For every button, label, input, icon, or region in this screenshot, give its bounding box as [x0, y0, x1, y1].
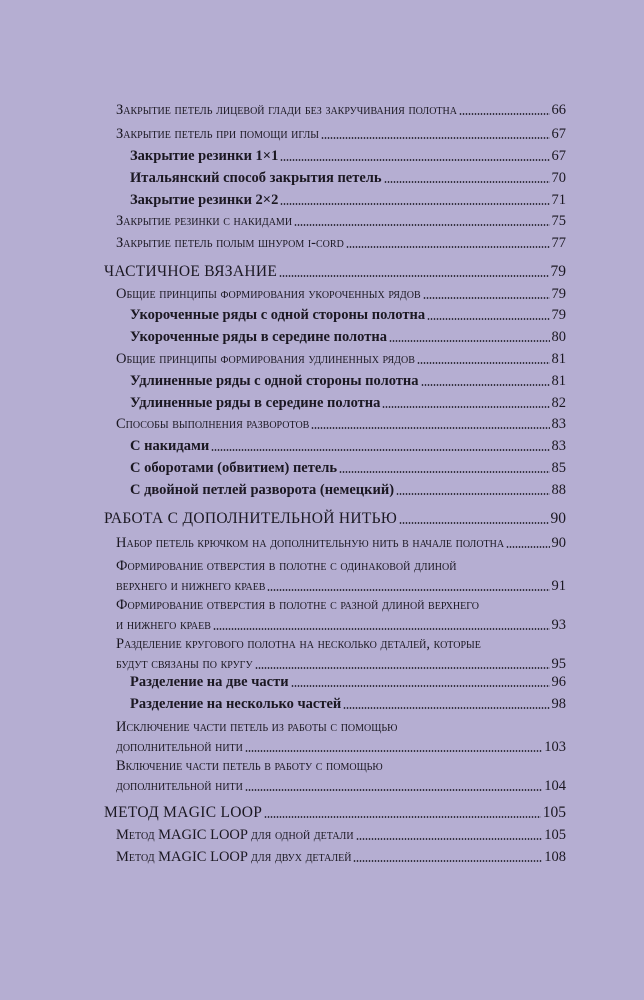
toc-entry-title: Формирование отверстия в полотне с разной длиной верхнего [116, 597, 479, 613]
toc-entry-page: 67 [551, 126, 566, 142]
toc-entry-page: 88 [551, 482, 566, 498]
toc-entry-title: Закрытие резинки 2×2 [130, 192, 279, 208]
dot-leader [427, 316, 549, 321]
dot-leader [384, 179, 550, 184]
dot-leader [346, 244, 550, 249]
toc-entry-page: 96 [551, 674, 566, 690]
dot-leader [267, 587, 549, 592]
toc-entry-title: РАБОТА С ДОПОЛНИТЕЛЬНОЙ НИТЬЮ [104, 510, 398, 527]
toc-entry-title: Включение части петель в работу с помощью [116, 758, 383, 774]
toc-entry-page: 75 [551, 213, 566, 229]
dot-leader [280, 201, 549, 206]
toc-entry[interactable] [116, 634, 566, 674]
toc-entry-page: 80 [551, 329, 566, 345]
toc-entry[interactable] [116, 533, 566, 553]
toc-entry-page: 81 [551, 351, 566, 367]
toc-entry-page: 70 [551, 170, 566, 186]
toc-entry[interactable] [130, 371, 566, 391]
toc-entry[interactable] [130, 327, 566, 347]
dot-leader [245, 787, 542, 792]
toc-entry-page: 103 [544, 739, 566, 755]
dot-leader [421, 382, 550, 387]
dot-leader [396, 491, 549, 496]
toc-entry[interactable] [130, 672, 566, 692]
dot-leader [311, 425, 549, 430]
toc-entry-page: 108 [544, 849, 566, 865]
toc-entry[interactable] [116, 556, 566, 596]
toc-entry-title: Закрытие резинки с накидами [116, 213, 293, 229]
toc-entry-title: Разделение на две части [130, 674, 289, 690]
toc-entry-page: 90 [550, 510, 566, 527]
toc-entry-page: 79 [551, 286, 566, 302]
dot-leader [294, 222, 549, 227]
toc-entry-page: 82 [551, 395, 566, 411]
dot-leader [399, 520, 548, 525]
toc-entry[interactable] [116, 717, 566, 757]
toc-entry-title: Общие принципы формирования удлиненных рядов [116, 351, 415, 367]
toc-entry[interactable] [130, 694, 566, 714]
toc-entry[interactable] [116, 349, 566, 369]
toc-entry-title: С накидами [130, 438, 210, 454]
toc-entry-page: 105 [544, 827, 566, 843]
toc-entry[interactable] [130, 146, 566, 166]
toc-entry[interactable] [104, 262, 566, 282]
toc-entry-title: Удлиненные ряды в середине полотна [130, 395, 381, 411]
dot-leader [356, 836, 543, 841]
toc-entry-title: Метод MAGIC LOOP для одной детали [116, 827, 354, 843]
toc-entry-title: Разделение на несколько частей [130, 696, 342, 712]
toc-entry[interactable] [116, 414, 566, 434]
toc-entry[interactable] [130, 436, 566, 456]
toc-entry-title: Укороченные ряды в середине полотна [130, 329, 387, 345]
toc-entry-title: Закрытие петель полым шнуром i-cord [116, 235, 344, 251]
toc-entry-title: Закрытие петель при помощи иглы [116, 126, 319, 142]
toc-entry-title: Исключение части петель из работы с помощью [116, 719, 398, 735]
dot-leader [506, 544, 549, 549]
toc-entry-page: 90 [551, 535, 566, 551]
toc-entry-page: 83 [551, 416, 566, 432]
dot-leader [389, 338, 550, 343]
toc-entry-page: 93 [551, 617, 566, 633]
toc-entry-title: С двойной петлей разворота (немецкий) [130, 482, 395, 498]
dot-leader [291, 683, 550, 688]
toc-entry-page: 83 [551, 438, 566, 454]
toc-entry-title: МЕТОД MAGIC LOOP [104, 804, 263, 821]
toc-entry-title: Укороченные ряды с одной стороны полотна [130, 307, 426, 323]
dot-leader [213, 626, 550, 631]
toc-entry[interactable] [116, 233, 566, 253]
dot-leader [245, 748, 542, 753]
toc-entry-title: Способы выполнения разворотов [116, 416, 310, 432]
dot-leader [339, 469, 549, 474]
toc-entry-title-continued: дополнительной нити [116, 778, 243, 794]
dot-leader [321, 135, 550, 140]
toc-entry[interactable] [130, 480, 566, 500]
toc-entry[interactable] [130, 190, 566, 210]
dot-leader [382, 404, 549, 409]
toc-entry-page: 67 [551, 148, 566, 164]
toc-entry-title: С оборотами (обвитием) петель [130, 460, 338, 476]
toc-entry[interactable] [116, 100, 566, 120]
toc-entry-page: 98 [551, 696, 566, 712]
dot-leader [423, 295, 550, 300]
toc-entry[interactable] [116, 595, 566, 635]
dot-leader [279, 273, 548, 278]
toc-entry-page: 95 [551, 656, 566, 672]
toc-entry[interactable] [116, 825, 566, 845]
toc-entry-title: ЧАСТИЧНОЕ ВЯЗАНИЕ [104, 263, 278, 280]
toc-entry[interactable] [116, 211, 566, 231]
toc-entry-title-continued: и нижнего краев [116, 617, 211, 633]
toc-entry[interactable] [130, 393, 566, 413]
dot-leader [343, 705, 549, 710]
toc-entry-page: 105 [542, 804, 566, 821]
toc-entry-title: Набор петель крючком на дополнительную нить в начале полотна [116, 535, 505, 551]
toc-entry[interactable] [104, 803, 566, 823]
toc-entry-page: 91 [551, 578, 566, 594]
toc-entry[interactable] [104, 509, 566, 529]
toc-entry-page: 79 [551, 307, 566, 323]
toc-entry-page: 81 [551, 373, 566, 389]
toc-entry-page: 85 [551, 460, 566, 476]
dot-leader [459, 111, 550, 116]
toc-entry[interactable] [116, 847, 566, 867]
toc-entry[interactable] [130, 168, 566, 188]
toc-entry[interactable] [116, 756, 566, 796]
toc-entry[interactable] [130, 305, 566, 325]
dot-leader [264, 814, 541, 819]
toc-entry-title-continued: будут связаны по кругу [116, 656, 253, 672]
toc-entry-title: Закрытие петель лицевой глади без закручивания полотна [116, 102, 457, 118]
toc-entry-title-continued: дополнительной нити [116, 739, 243, 755]
toc-entry-title: Удлиненные ряды с одной стороны полотна [130, 373, 419, 389]
toc-entry-title: Формирование отверстия в полотне с одинаковой длиной [116, 558, 457, 574]
dot-leader [417, 360, 550, 365]
toc-entry[interactable] [116, 124, 566, 144]
dot-leader [280, 157, 549, 162]
toc-entry-title: Итальянский способ закрытия петель [130, 170, 382, 186]
toc-entry-page: 66 [551, 102, 566, 118]
toc-entry-page: 104 [544, 778, 566, 794]
toc-entry-title: Разделение кругового полотна на несколько деталей, которые [116, 636, 481, 652]
toc-entry[interactable] [116, 284, 566, 304]
toc-entry-title: Метод MAGIC LOOP для двух деталей [116, 849, 352, 865]
dot-leader [211, 447, 549, 452]
toc-entry-page: 79 [550, 263, 566, 280]
toc-entry-page: 71 [551, 192, 566, 208]
toc-entry-page: 77 [551, 235, 566, 251]
dot-leader [255, 665, 550, 670]
dot-leader [353, 858, 542, 863]
toc-entry-title: Общие принципы формирования укороченных рядов [116, 286, 421, 302]
toc-entry-title: Закрытие резинки 1×1 [130, 148, 279, 164]
toc-entry[interactable] [130, 458, 566, 478]
toc-entry-title-continued: верхнего и нижнего краев [116, 578, 266, 594]
